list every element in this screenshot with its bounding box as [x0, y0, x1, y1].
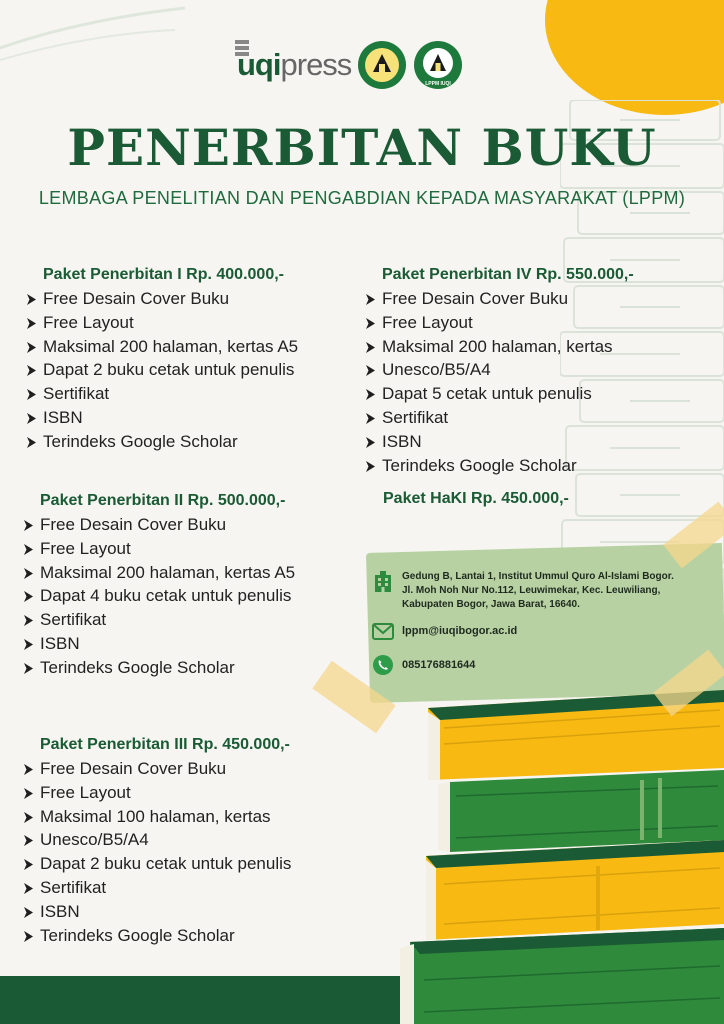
header-logos: [235, 38, 463, 92]
list-item: [20, 924, 291, 948]
chevron-right-icon: [23, 788, 33, 799]
university-seal-icon: [357, 40, 407, 90]
list-item: [20, 656, 295, 680]
list-item: [20, 584, 295, 608]
chevron-right-icon: [23, 568, 33, 579]
chevron-right-icon: [23, 812, 33, 823]
package-title: Paket Penerbitan II Rp. 500.000,-: [40, 492, 286, 509]
list-item-text: Maksimal 200 halaman, kertas: [382, 336, 613, 356]
book-stack-illustration: [400, 680, 724, 1024]
list-item: [20, 805, 291, 829]
logo-text-bold: uqi: [237, 47, 281, 82]
address-line: Jl. Moh Noh Nur No.112, Leuwimekar, Kec. Leuwiliang,: [402, 585, 661, 596]
list-item-text: Maksimal 200 halaman, kertas A5: [40, 562, 296, 582]
list-item: [362, 454, 634, 478]
list-item-text: ISBN: [382, 431, 422, 451]
chevron-right-icon: [23, 907, 33, 918]
logo-text-light: press: [280, 47, 352, 82]
list-item: [20, 828, 291, 852]
package-title: Paket Penerbitan IV Rp. 550.000,-: [382, 266, 634, 283]
lppm-seal-caption: LPPM IUQI: [425, 81, 452, 87]
decorative-yellow-circle: [545, 0, 724, 115]
package-feature-list: [23, 287, 298, 454]
list-item: [362, 287, 634, 311]
list-item-text: ISBN: [40, 633, 80, 653]
list-item: [20, 513, 295, 537]
package-2: [20, 489, 295, 680]
list-item-text: Free Layout: [43, 312, 134, 332]
list-item: [362, 335, 634, 359]
list-item-text: Maksimal 200 halaman, kertas A5: [43, 336, 299, 356]
list-item: [20, 561, 295, 585]
chevron-right-icon: [23, 835, 33, 846]
chevron-right-icon: [365, 294, 375, 305]
footer-band: [0, 976, 420, 1024]
address-line: Kabupaten Bogor, Jawa Barat, 16640.: [402, 599, 580, 610]
chevron-right-icon: [23, 615, 33, 626]
list-item: [362, 311, 634, 335]
decorative-swoosh: [0, 0, 190, 70]
email-icon: [372, 620, 394, 642]
list-item-text: Free Layout: [382, 312, 473, 332]
phone-text[interactable]: 085176881644: [402, 659, 476, 671]
chevron-right-icon: [23, 859, 33, 870]
whatsapp-icon: [372, 654, 394, 676]
list-item: [362, 358, 634, 382]
list-item: [362, 382, 634, 406]
list-item-text: Terindeks Google Scholar: [382, 455, 577, 475]
list-item-text: Free Desain Cover Buku: [43, 289, 230, 308]
list-item-text: Terindeks Google Scholar: [40, 925, 235, 945]
list-item: [23, 430, 298, 454]
list-item: [20, 608, 295, 632]
list-item: [20, 852, 291, 876]
contact-address: [372, 570, 674, 612]
list-item: [20, 900, 291, 924]
list-item: [23, 382, 298, 406]
chevron-right-icon: [26, 342, 36, 353]
chevron-right-icon: [365, 461, 375, 472]
list-item-text: Sertifikat: [40, 877, 107, 897]
lppm-seal-icon: [413, 40, 463, 90]
list-item-text: Dapat 5 cetak untuk penulis: [382, 384, 592, 404]
page-title: PENERBITAN BUKU: [67, 118, 657, 177]
list-item-text: Dapat 2 buku cetak untuk penulis: [40, 854, 292, 874]
email-text[interactable]: lppm@iuqibogor.ac.id: [402, 625, 518, 637]
chevron-right-icon: [365, 413, 375, 424]
package-feature-list: [20, 757, 291, 947]
package-1: [23, 263, 298, 454]
list-item: [20, 757, 291, 781]
building-icon: [372, 570, 394, 592]
list-item-text: Free Desain Cover Buku: [382, 289, 569, 308]
chevron-right-icon: [23, 520, 33, 531]
chevron-right-icon: [23, 544, 33, 555]
package-title: Paket Penerbitan III Rp. 450.000,-: [40, 736, 290, 753]
list-item-text: Free Desain Cover Buku: [40, 515, 227, 534]
list-item: [23, 311, 298, 335]
chevron-right-icon: [23, 883, 33, 894]
list-item-text: Sertifikat: [40, 610, 107, 630]
chevron-right-icon: [23, 639, 33, 650]
list-item: [20, 632, 295, 656]
list-item-text: Unesco/B5/A4: [382, 360, 491, 380]
list-item: [23, 287, 298, 311]
contact-phone: [372, 654, 475, 676]
chevron-right-icon: [26, 294, 36, 305]
list-item: [362, 430, 634, 454]
chevron-right-icon: [26, 413, 36, 424]
package-3: [20, 733, 291, 947]
uqipress-logo: [235, 47, 351, 83]
list-item: [362, 406, 634, 430]
haki-package-title: Paket HaKI Rp. 450.000,-: [383, 490, 569, 507]
list-item-text: Dapat 4 buku cetak untuk penulis: [40, 586, 292, 606]
list-item-text: Sertifikat: [382, 407, 449, 427]
list-item: [20, 876, 291, 900]
list-item: [23, 358, 298, 382]
chevron-right-icon: [23, 591, 33, 602]
list-item-text: Free Layout: [40, 538, 131, 558]
package-title: Paket Penerbitan I Rp. 400.000,-: [43, 266, 284, 283]
chevron-right-icon: [26, 437, 36, 448]
chevron-right-icon: [365, 365, 375, 376]
address-line: Gedung B, Lantai 1, Institut Ummul Quro Al-Islami Bogor.: [402, 571, 674, 582]
list-item-text: Terindeks Google Scholar: [43, 431, 238, 451]
chevron-right-icon: [365, 318, 375, 329]
chevron-right-icon: [365, 342, 375, 353]
chevron-right-icon: [26, 318, 36, 329]
package-4: [362, 263, 634, 477]
chevron-right-icon: [26, 365, 36, 376]
chevron-right-icon: [23, 663, 33, 674]
list-item-text: ISBN: [43, 407, 83, 427]
list-item-text: Maksimal 100 halaman, kertas: [40, 806, 271, 826]
list-item: [20, 781, 291, 805]
chevron-right-icon: [23, 931, 33, 942]
list-item: [20, 537, 295, 561]
list-item-text: Dapat 2 buku cetak untuk penulis: [43, 360, 295, 380]
page-subtitle: LEMBAGA PENELITIAN DAN PENGABDIAN KEPADA MASYARAKAT (LPPM): [38, 188, 686, 208]
list-item: [23, 335, 298, 359]
list-item-text: Free Layout: [40, 782, 131, 802]
chevron-right-icon: [23, 764, 33, 775]
address-text: [402, 570, 674, 612]
list-item-text: ISBN: [40, 901, 80, 921]
package-feature-list: [362, 287, 634, 477]
chevron-right-icon: [365, 437, 375, 448]
list-item: [23, 406, 298, 430]
list-item-text: Unesco/B5/A4: [40, 830, 149, 850]
list-item-text: Free Desain Cover Buku: [40, 759, 227, 778]
chevron-right-icon: [365, 389, 375, 400]
list-item-text: Terindeks Google Scholar: [40, 657, 235, 677]
contact-email: [372, 620, 517, 642]
package-feature-list: [20, 513, 295, 680]
chevron-right-icon: [26, 389, 36, 400]
list-item-text: Sertifikat: [43, 384, 110, 404]
